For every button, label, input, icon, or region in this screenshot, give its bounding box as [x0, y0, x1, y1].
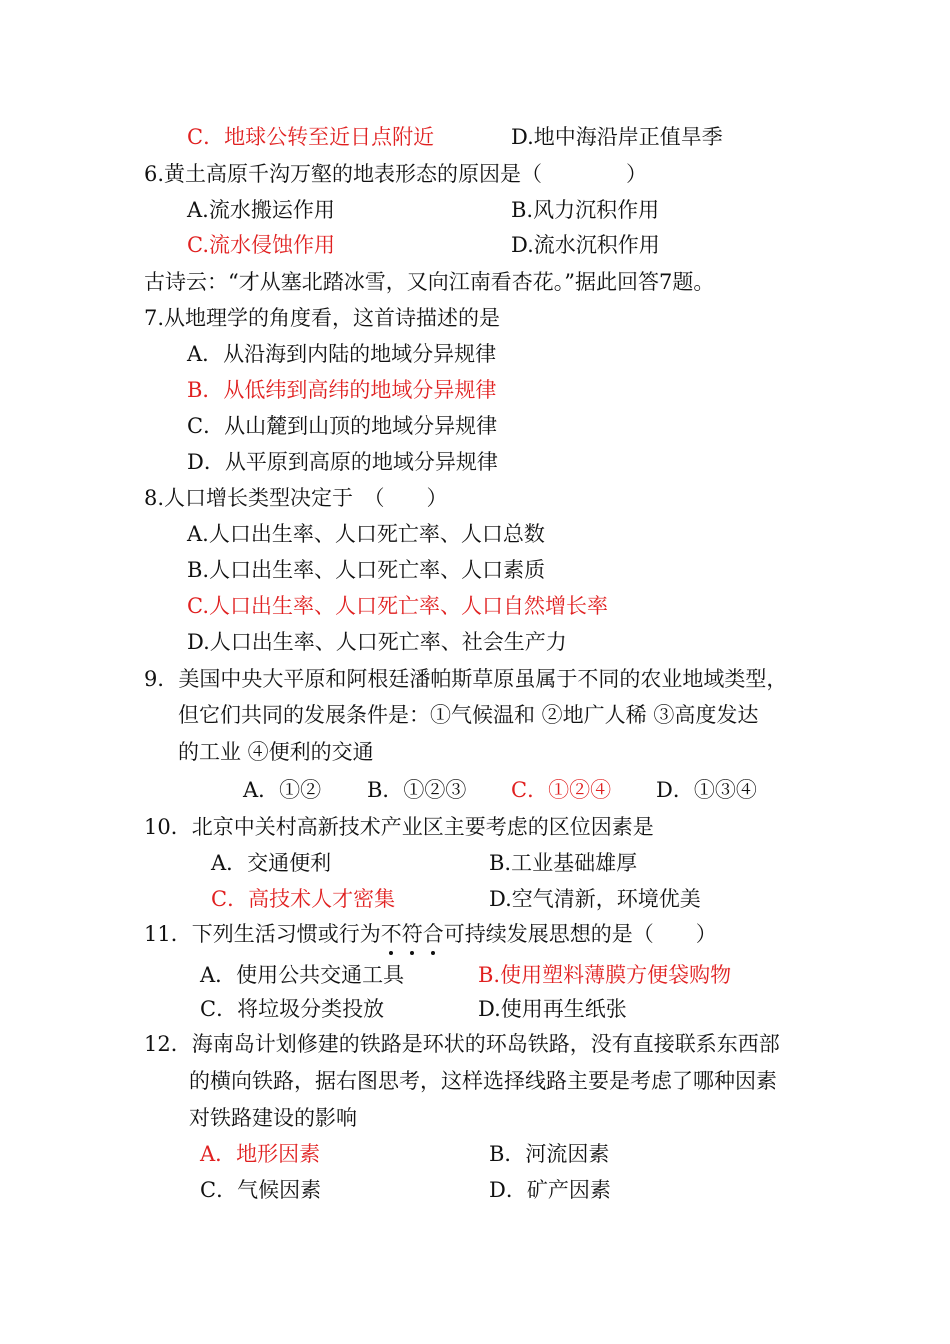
- q9-option-d: D．①③④: [656, 778, 757, 802]
- q11-option-c: C．将垃圾分类投放: [200, 997, 385, 1021]
- q6-option-d: D.流水沉积作用: [511, 233, 660, 257]
- q6-option-c: C.流水侵蚀作用: [187, 233, 335, 257]
- q7-option-b: B．从低纬到高纬的地域分异规律: [187, 378, 497, 402]
- q8-option-d: D.人口出生率、人口死亡率、社会生产力: [187, 630, 567, 654]
- q6-option-a: A.流水搬运作用: [187, 198, 335, 222]
- q10-option-c: C．高技术人才密集: [211, 887, 396, 911]
- q12-stem-line3: 对铁路建设的影响: [189, 1106, 357, 1130]
- q7-option-c: C．从山麓到山顶的地域分异规律: [187, 414, 498, 438]
- q11-emphasis-3: 合: [422, 922, 444, 946]
- q8-stem: 8.人口增长类型决定于 （ ）: [144, 486, 448, 510]
- q8-option-b: B.人口出生率、人口死亡率、人口素质: [187, 558, 546, 582]
- q5-option-c: C．地球公转至近日点附近: [187, 125, 435, 149]
- q7-option-a: A．从沿海到内陆的地域分异规律: [187, 342, 497, 366]
- q9-option-a: A．①②: [243, 778, 322, 802]
- q12-option-a: A．地形因素: [200, 1142, 321, 1166]
- q11-stem-post: 可持续发展思想的是（ ）: [443, 922, 717, 946]
- q11-emphasis-2: 符: [401, 922, 423, 946]
- q11-option-b: B.使用塑料薄膜方便袋购物: [478, 963, 732, 987]
- q10-option-d: D.空气清新，环境优美: [489, 887, 701, 911]
- q11-stem: [144, 920, 717, 948]
- q10-option-b: B.工业基础雄厚: [489, 851, 638, 875]
- q11-emphasis-1: 不: [380, 922, 402, 946]
- q7-stem: 7.从地理学的角度看，这首诗描述的是: [144, 306, 501, 330]
- q9-stem-line1: 9．美国中央大平原和阿根廷潘帕斯草原虽属于不同的农业地域类型，: [144, 667, 788, 691]
- q12-stem-line2: 的横向铁路，据右图思考，这样选择线路主要是考虑了哪种因素: [189, 1069, 777, 1093]
- q6-option-b: B.风力沉积作用: [511, 198, 660, 222]
- q6-stem: 6.黄土高原千沟万壑的地表形态的原因是（ ）: [144, 162, 648, 186]
- q5-option-d: D.地中海沿岸正值旱季: [511, 125, 723, 149]
- q8-option-c: C.人口出生率、人口死亡率、人口自然增长率: [187, 594, 608, 618]
- q9-stem-line3: 的工业 ④便利的交通: [178, 740, 374, 764]
- q9-option-c: C．①②④: [511, 778, 612, 802]
- q7-option-d: D．从平原到高原的地域分异规律: [187, 450, 498, 474]
- poem-intro: 古诗云：“才从塞北踏冰雪，又向江南看杏花。”据此回答7题。: [144, 270, 715, 294]
- q12-option-d: D．矿产因素: [489, 1178, 611, 1202]
- q11-stem-pre: 11．下列生活习惯或行为: [144, 922, 381, 946]
- q12-option-c: C．气候因素: [200, 1178, 322, 1202]
- q11-option-d: D.使用再生纸张: [478, 997, 627, 1021]
- q12-option-b: B．河流因素: [489, 1142, 610, 1166]
- q8-option-a: A.人口出生率、人口死亡率、人口总数: [187, 522, 545, 546]
- q10-option-a: A．交通便利: [211, 851, 332, 875]
- q10-stem: 10．北京中关村高新技术产业区主要考虑的区位因素是: [144, 815, 654, 839]
- q11-option-a: A．使用公共交通工具: [200, 963, 405, 987]
- q9-option-b: B．①②③: [367, 778, 467, 802]
- q9-stem-line2: 但它们共同的发展条件是：①气候温和 ②地广人稀 ③高度发达: [178, 703, 759, 727]
- q12-stem-line1: 12．海南岛计划修建的铁路是环状的环岛铁路，没有直接联系东西部: [144, 1032, 780, 1056]
